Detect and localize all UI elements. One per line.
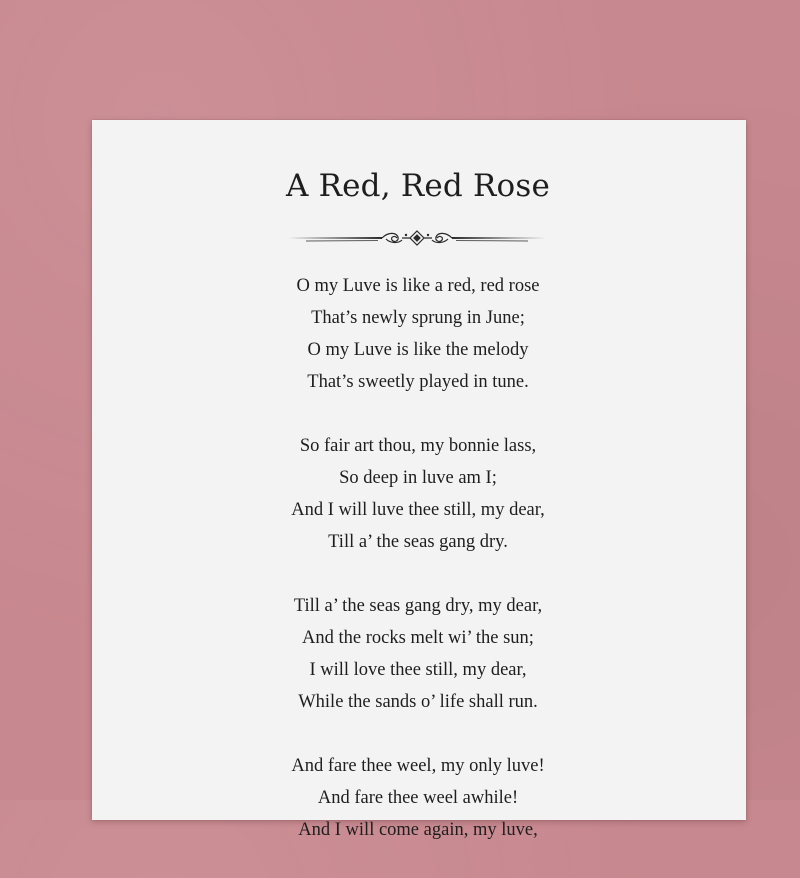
poem-line: And fare thee weel awhile! [317, 788, 519, 808]
stanza-4 [0, 750, 800, 846]
poem-line: And I will luve thee still, my dear, [291, 500, 545, 520]
poem-title: A Red, Red Rose [285, 168, 551, 204]
poem-body [0, 270, 800, 878]
stanza-1 [0, 270, 800, 398]
poem-line: And the rocks melt wi’ the sun; [302, 628, 534, 648]
poem-line: While the sands o’ life shall run. [298, 692, 538, 712]
poem-line: So fair art thou, my bonnie lass, [299, 436, 537, 456]
poem-line: Till a’ the seas gang dry. [328, 532, 508, 552]
ornamental-flourish-divider-icon [286, 228, 548, 248]
poem-line: Till a’ the seas gang dry, my dear, [293, 596, 543, 616]
poem-line: That’s newly sprung in June; [311, 308, 525, 328]
stanza-3 [0, 590, 800, 718]
poem-line: That’s sweetly played in tune. [307, 372, 529, 392]
poem-line: O my Luve is like the melody [307, 340, 529, 360]
poem-line: O my Luve is like a red, red rose [296, 276, 540, 296]
poem-line: So deep in luve am I; [339, 468, 497, 488]
stanza-2 [0, 430, 800, 558]
poem-line: And fare thee weel, my only luve! [291, 756, 545, 776]
poem-line: I will love thee still, my dear, [309, 660, 527, 680]
poem-line: And I will come again, my luve, [298, 820, 538, 840]
